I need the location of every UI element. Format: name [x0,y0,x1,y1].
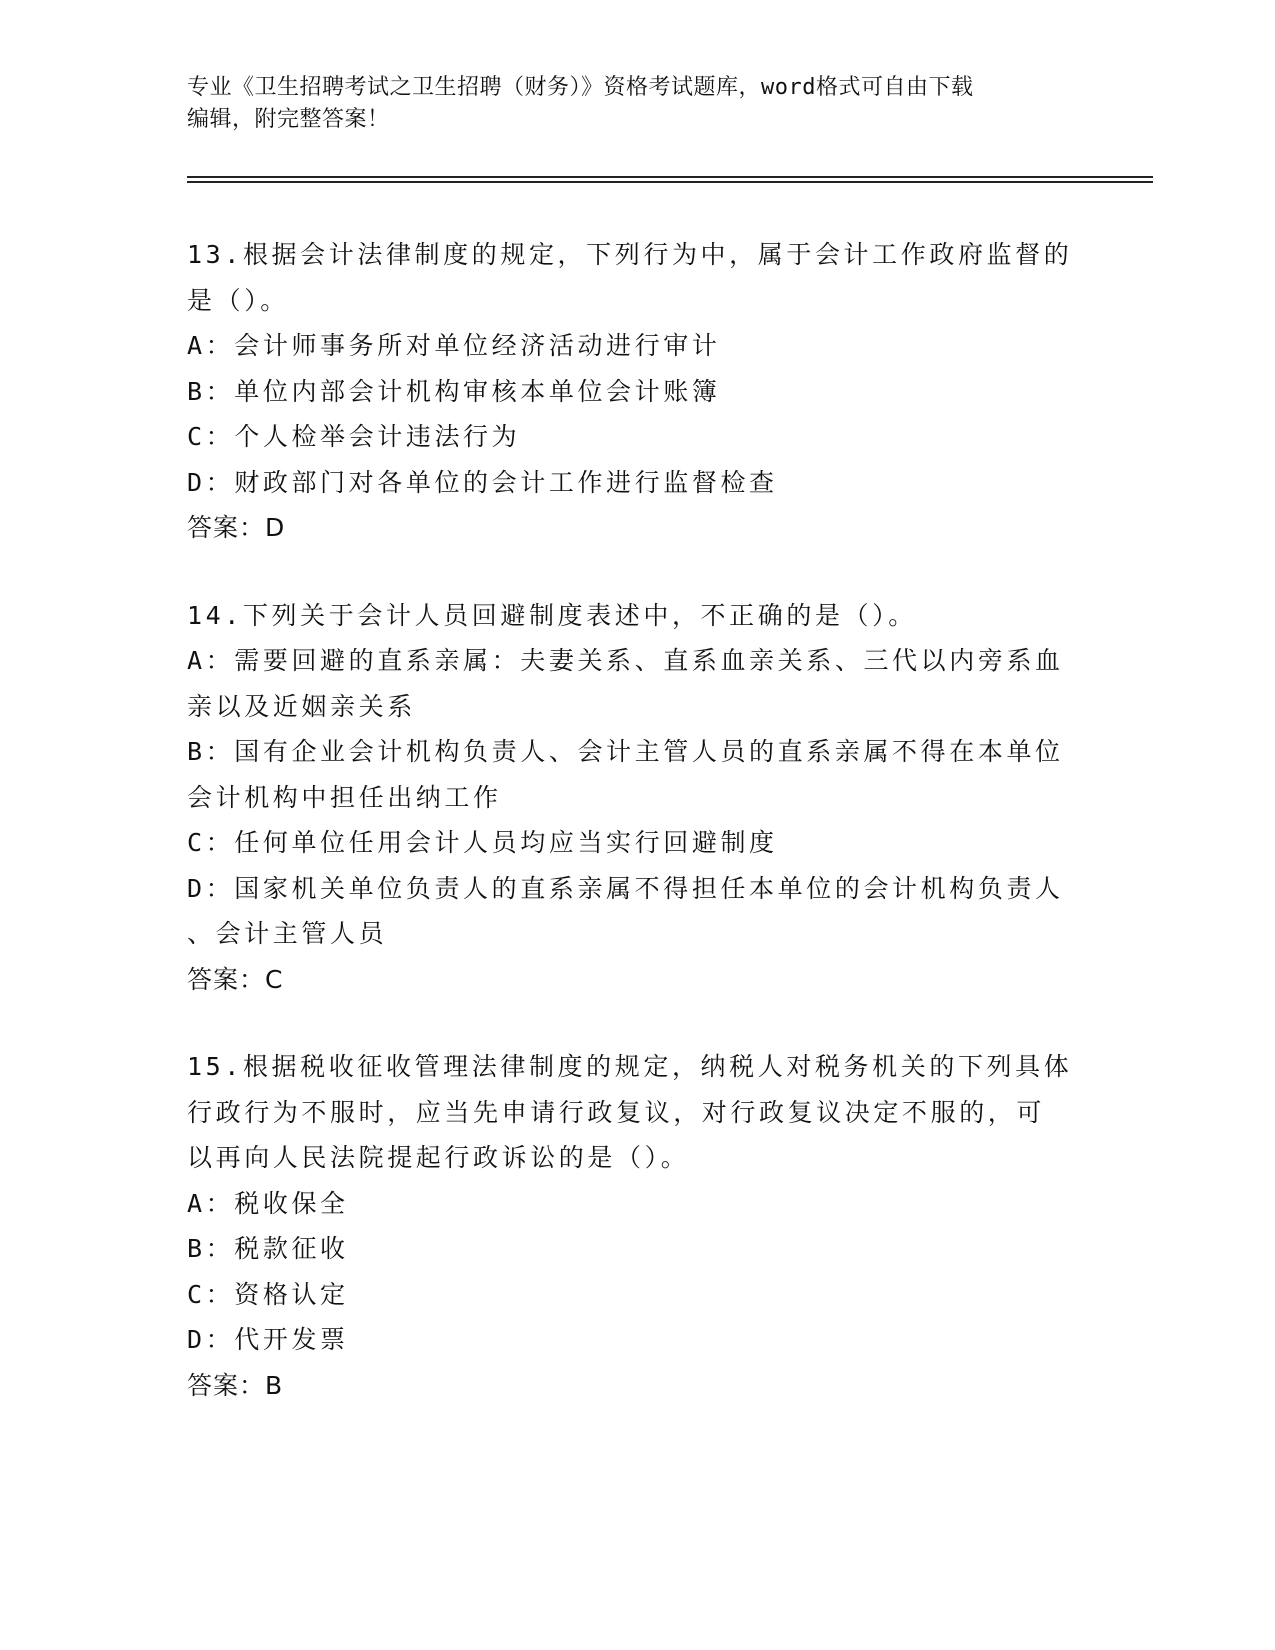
header-line-2: 编辑，附完整答案！ [187,107,390,132]
header-line-1: 专业《卫生招聘考试之卫生招聘（财务）》资格考试题库，word格式可自由下载 [187,75,974,100]
option-a: A：税收保全 [187,1188,349,1218]
option-c: C：任何单位任用会计人员均应当实行回避制度 [187,828,778,857]
answer-label: 答案：B [187,1370,284,1400]
option-a: A：需要回避的直系亲属：夫妻关系、直系血亲关系、三代以内旁系血 [187,646,1064,675]
question-15 [187,1044,1087,1408]
option-d: D：财政部门对各单位的会计工作进行监督检查 [187,467,778,497]
option-d: D：国家机关单位负责人的直系亲属不得担任本单位的会计机构负责人 [187,873,1064,903]
option-b: B：税款征收 [187,1234,349,1263]
question-stem-line: 13.根据会计法律制度的规定，下列行为中，属于会计工作政府监督的 [187,240,1073,269]
question-stem-line: 15.根据税收征收管理法律制度的规定，纳税人对税务机关的下列具体 [187,1052,1073,1081]
option-b-continued: 会计机构中担任出纳工作 [187,782,502,812]
question-13 [187,232,1087,551]
header-divider-bottom [187,181,1153,183]
answer-label: 答案：C [187,964,284,994]
question-stem-line: 行政行为不服时，应当先申请行政复议，对行政复议决定不服的，可 [187,1097,1046,1127]
question-stem-line: 14.下列关于会计人员回避制度表述中，不正确的是（）。 [187,600,917,630]
option-d: D：代开发票 [187,1325,349,1354]
answer-label: 答案：D [187,513,286,542]
option-c: C：个人检举会计违法行为 [187,422,521,451]
question-stem-line: 是（）。 [187,285,289,315]
option-a-continued: 亲以及近姻亲关系 [187,691,416,721]
document-header [187,72,1087,136]
question-14 [187,593,1087,1003]
header-divider-top [187,176,1153,178]
option-a: A：会计师事务所对单位经济活动进行审计 [187,331,721,360]
question-stem-line: 以再向人民法院提起行政诉讼的是（）。 [187,1143,690,1172]
option-b: B：单位内部会计机构审核本单位会计账簿 [187,376,721,406]
option-b: B：国有企业会计机构负责人、会计主管人员的直系亲属不得在本单位 [187,737,1064,766]
question-list [187,232,1087,1450]
option-d-continued: 、会计主管人员 [187,919,388,948]
option-c: C：资格认定 [187,1279,349,1309]
